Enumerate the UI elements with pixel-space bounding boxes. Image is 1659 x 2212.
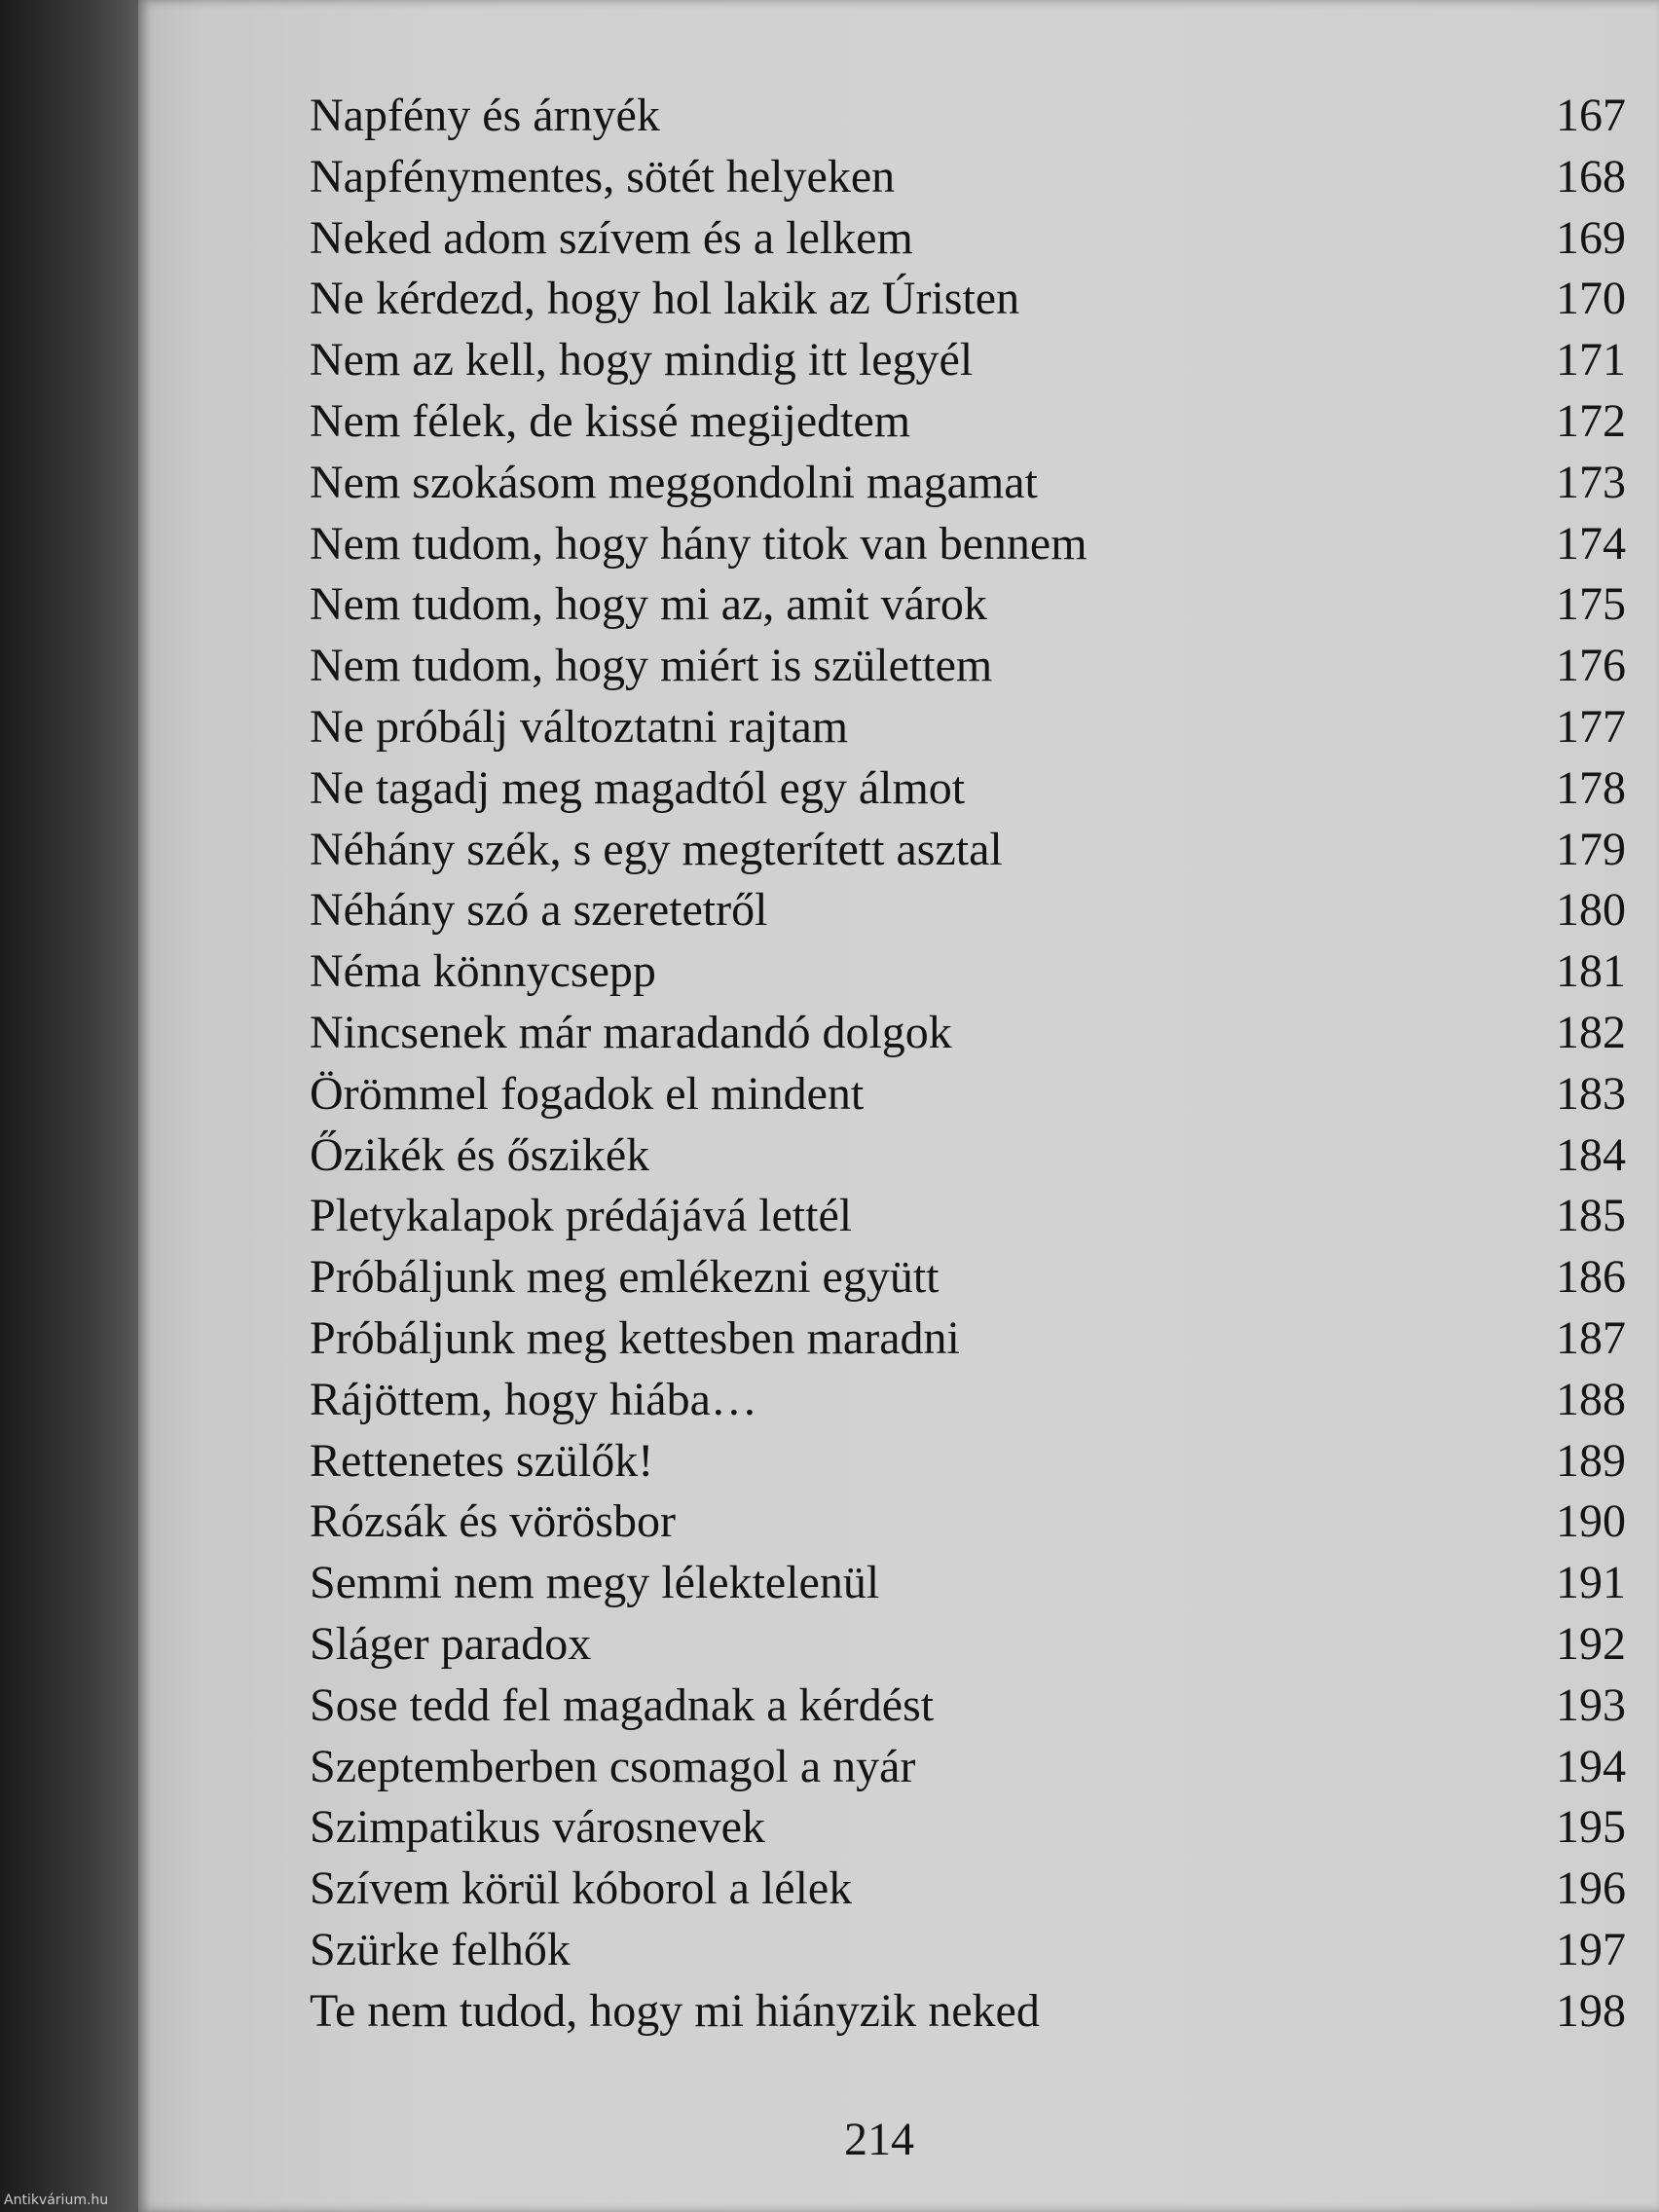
toc-entry-title: Örömmel fogadok el mindent (310, 1067, 865, 1120)
toc-entry-title: Napfény és árnyék (310, 90, 660, 141)
toc-entry (310, 514, 1626, 575)
toc-entry-page: 190 (1556, 1495, 1626, 1548)
toc-entry-page: 169 (1556, 211, 1626, 264)
toc-entry (310, 1981, 1626, 2043)
toc-entry (310, 820, 1626, 881)
toc-entry-page: 193 (1556, 1678, 1626, 1731)
toc-entry-title: Őzikék és őszikék (310, 1128, 650, 1181)
toc-entry (310, 453, 1626, 514)
toc-entry-page: 186 (1556, 1251, 1626, 1304)
toc-entry (310, 758, 1626, 820)
toc-entry (310, 1797, 1626, 1859)
toc-entry-page: 187 (1556, 1311, 1626, 1364)
toc-entry-page: 182 (1556, 1006, 1626, 1058)
toc-entry (310, 1125, 1626, 1187)
toc-entry-title: Ne kérdezd, hogy hol lakik az Úristen (310, 273, 1020, 325)
toc-entry (310, 1309, 1626, 1370)
toc-entry-title: Nem tudom, hogy miért is születtem (310, 640, 993, 692)
toc-entry-page: 188 (1556, 1373, 1626, 1425)
toc-entry (310, 1614, 1626, 1676)
toc-entry (310, 1064, 1626, 1125)
toc-entry-title: Rettenetes szülők! (310, 1434, 654, 1487)
toc-entry (310, 1920, 1626, 1981)
toc-entry-page: 178 (1556, 761, 1626, 814)
toc-entry (310, 391, 1626, 453)
toc-entry-title: Szimpatikus városnevek (310, 1801, 765, 1854)
toc-entry-page: 172 (1556, 394, 1626, 447)
toc-entry-page: 197 (1556, 1923, 1626, 1975)
toc-entry-page: 171 (1556, 334, 1626, 387)
toc-entry-title: Nem tudom, hogy mi az, amit várok (310, 578, 987, 631)
toc-entry (310, 1431, 1626, 1493)
toc-entry (310, 269, 1626, 330)
page-binding-shadow (0, 0, 141, 2212)
toc-entry-page: 176 (1556, 640, 1626, 692)
toc-entry-title: Neked adom szívem és a lelkem (310, 211, 913, 264)
toc-entry (310, 1676, 1626, 1737)
book-page (138, 0, 1659, 2212)
toc-entry-page: 191 (1556, 1557, 1626, 1609)
toc-entry (310, 1737, 1626, 1798)
toc-entry-page: 177 (1556, 700, 1626, 753)
toc-entry-title: Nem félek, de kissé megijedtem (310, 394, 911, 447)
toc-entry (310, 1247, 1626, 1309)
toc-entry-page: 194 (1556, 1740, 1626, 1792)
toc-entry-page: 174 (1556, 517, 1626, 570)
toc-entry (310, 1370, 1626, 1431)
toc-entry-page: 195 (1556, 1801, 1626, 1854)
toc-entry-title: Szürke felhők (310, 1923, 571, 1975)
toc-entry-title: Néma könnycsepp (310, 945, 656, 998)
toc-entry-title: Nincsenek már maradandó dolgok (310, 1006, 952, 1058)
toc-entry (310, 208, 1626, 270)
toc-entry-title: Nem tudom, hogy hány titok van bennem (310, 517, 1088, 570)
toc-entry-page: 173 (1556, 456, 1626, 508)
toc-entry-title: Ne tagadj meg magadtól egy álmot (310, 761, 966, 814)
toc-entry (310, 1492, 1626, 1553)
toc-entry-page: 184 (1556, 1128, 1626, 1181)
toc-entry-title: Próbáljunk meg kettesben maradni (310, 1311, 960, 1364)
toc-entry-title: Szívem körül kóborol a lélek (310, 1862, 853, 1915)
toc-entry (310, 147, 1626, 208)
toc-entry-title: Ne próbálj változtatni rajtam (310, 700, 849, 753)
toc-entry-page: 167 (1556, 90, 1626, 141)
toc-entry (310, 1003, 1626, 1064)
toc-entry-title: Semmi nem megy lélektelenül (310, 1557, 880, 1609)
toc-entry-page: 183 (1556, 1067, 1626, 1120)
toc-entry (310, 86, 1626, 147)
toc-entry-title: Néhány szó a szeretetről (310, 884, 768, 937)
toc-entry-title: Nem szokásom meggondolni magamat (310, 456, 1038, 508)
toc-entry-title: Próbáljunk meg emlékezni együtt (310, 1251, 940, 1304)
toc-entry-title: Sose tedd fel magadnak a kérdést (310, 1678, 935, 1731)
toc-entry (310, 574, 1626, 636)
toc-entry (310, 330, 1626, 391)
toc-entry (310, 697, 1626, 758)
toc-entry (310, 880, 1626, 941)
page-number: 214 (844, 2114, 914, 2165)
toc-entry-page: 198 (1556, 1984, 1626, 2037)
toc-entry-title: Rájöttem, hogy hiába… (310, 1373, 757, 1425)
toc-entry-page: 179 (1556, 823, 1626, 875)
toc-entry-title: Néhány szék, s egy megterített asztal (310, 823, 1003, 875)
toc-entry-page: 196 (1556, 1862, 1626, 1915)
toc-entry-title: Napfénymentes, sötét helyeken (310, 150, 896, 203)
toc-entry-title: Pletykalapok prédájává lettél (310, 1190, 853, 1242)
toc-entry-page: 168 (1556, 150, 1626, 203)
toc-entry (310, 1186, 1626, 1247)
toc-entry-page: 192 (1556, 1617, 1626, 1670)
toc-entry (310, 1859, 1626, 1920)
toc-entry-page: 181 (1556, 945, 1626, 998)
toc-entry-title: Rózsák és vörösbor (310, 1495, 676, 1548)
toc-entry-title: Szeptemberben csomagol a nyár (310, 1740, 916, 1792)
toc-entry-title: Te nem tudod, hogy mi hiányzik neked (310, 1984, 1040, 2037)
toc-entry-page: 180 (1556, 884, 1626, 937)
toc-entry (310, 1553, 1626, 1614)
toc-entry-page: 185 (1556, 1190, 1626, 1242)
toc-entry-title: Nem az kell, hogy mindig itt legyél (310, 334, 974, 387)
table-of-contents (310, 86, 1626, 2043)
watermark: Antikvárium.hu (4, 2193, 109, 2208)
toc-entry-page: 175 (1556, 578, 1626, 631)
toc-entry-page: 189 (1556, 1434, 1626, 1487)
toc-entry-page: 170 (1556, 273, 1626, 325)
toc-entry (310, 636, 1626, 697)
toc-entry-title: Sláger paradox (310, 1617, 592, 1670)
toc-entry (310, 941, 1626, 1003)
